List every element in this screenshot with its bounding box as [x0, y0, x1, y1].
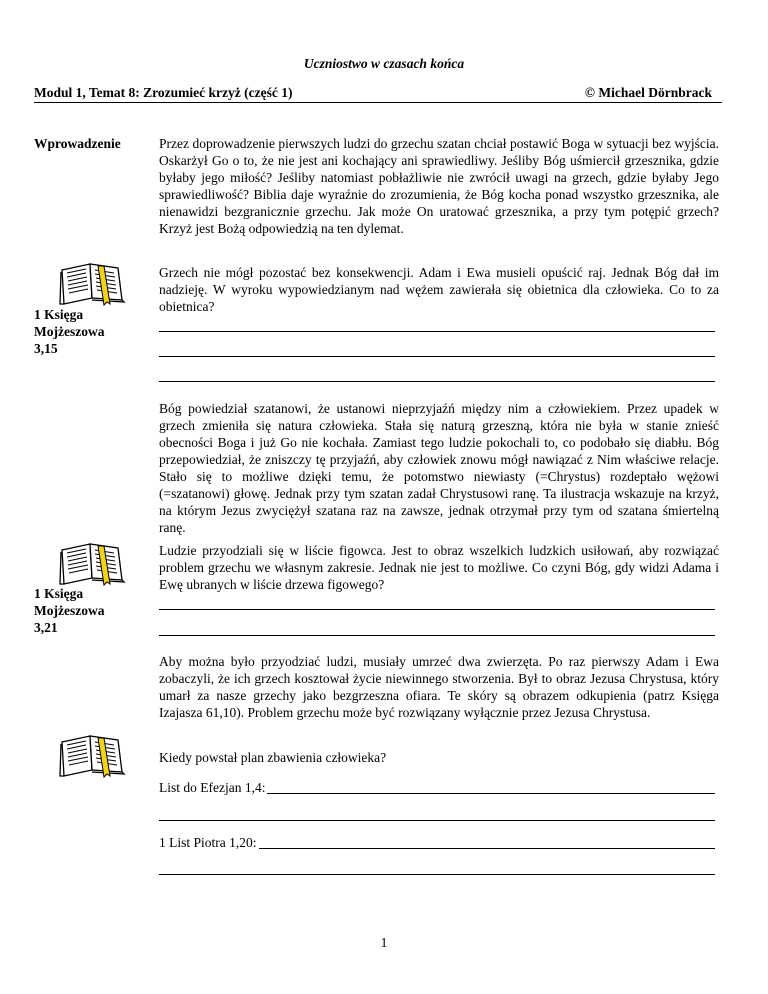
- intro-text: [159, 135, 719, 237]
- question-2: Ludzie przyodziali się w liście figowca. Jest to obraz wszelkich ludzkich usiłowań, aby rozwiązać problem grzechu we własnym zakresie. Jednak nie jest to możliwe. Co czyni Bóg, gdy widzi Adama i Ewę ubranych w liście drzewa figowego?: [159, 543, 719, 592]
- answer-line[interactable]: [159, 381, 715, 382]
- fill-row-piotr[interactable]: [159, 834, 715, 851]
- question-3: Kiedy powstał plan zbawienia człowieka?: [159, 750, 387, 765]
- answer-line[interactable]: [159, 356, 715, 357]
- fill-label-piotr: 1 List Piotra 1,20:: [159, 835, 257, 850]
- answer-line[interactable]: [159, 635, 715, 636]
- question-1: Grzech nie mógł pozostać bez konsekwencji. Adam i Ewa musieli opuścić raj. Jednak Bóg dał im nadzieję. W wyroku wypowiedzianym nad wężem zawierała się obietnica dla człowieka. Co to za obietnica?: [159, 265, 719, 314]
- open-book-icon: [58, 258, 126, 306]
- answer-line[interactable]: [159, 609, 715, 610]
- explanation-1: Bóg powiedział szatanowi, że ustanowi nieprzyjaźń między nim a człowiekiem. Przez upadek w grzech zmieniła się natura człowieka. Stała się naturą grzeszną, która nie była w stanie znieść obecności Boga i już Go nie kochała. Zamiast tego ludzie pokochali to, co podobało się diabłu. Bóg przepowiedział, że zniszczy tę przyjaźń, aby człowiek znowu mógł nawiązać z Nim właściwe relacje. Stało się to możliwe dzięki temu, że potomstwo niewiasty (=Chrystus) rozdeptało wężowi (=szatanowi) głowę. Jednak przy tym szatan zadał Chrystusowi ranę. Ta ilustracja wskazuje na krzyż, na którym Jezus zwyciężył szatana raz na zawsze, jednak otrzymał przy tym od szatana śmiertelną ranę.: [159, 401, 719, 535]
- reference-label-1: 1 Księga Mojżeszowa 3,15: [34, 307, 105, 356]
- open-book-icon: [58, 730, 126, 778]
- open-book-icon: [58, 538, 126, 586]
- page-number: 1: [380, 935, 388, 950]
- reference-label-2: 1 Księga Mojżeszowa 3,21: [34, 586, 105, 635]
- answer-line[interactable]: [159, 820, 715, 821]
- fill-label-efezjan: List do Efezjan 1,4:: [159, 780, 266, 795]
- module-heading: Modul 1, Temat 8: Zrozumieć krzyż (część 1): [34, 85, 293, 100]
- answer-line[interactable]: [159, 331, 715, 332]
- answer-line[interactable]: [159, 874, 715, 875]
- header-divider: [34, 102, 722, 103]
- intro-paragraph: Przez doprowadzenie pierwszych ludzi do grzechu szatan chciał postawić Boga w sytuacji bez wyjścia. Oskarżył Go o to, że nie jest ani kochający ani sprawiedliwy. Jeśliby Bóg uśmiercił grzesznika, gdzie byłaby jego miłość? Jeśliby natomiast pobłażliwie nie zwrócił uwagi na grzech, gdzie byłaby Jego sprawiedliwość? Biblia daje wyraźnie do zrozumienia, że Bóg kocha ponad wszystko grzesznika, ale nienawidzi bezgranicznie grzechu. Jak może On uratować grzesznika, a przy tym potępić grzech? Krzyż jest Bożą odpowiedzią na ten dylemat.: [159, 136, 719, 236]
- explanation-2: Aby można było przyodziać ludzi, musiały umrzeć dwa zwierzęta. Po raz pierwszy Adam i Ewa zobaczyli, że ich grzech kosztował życie niewinnego stworzenia. Był to obraz Jezusa Chrystusa, który umarł za nasze grzechy jako bezgrzeszna ofiara. Te skóry są obrazem odkupienia (patrz Księga Izajasza 61,10). Problem grzechu może być rozwiązany wyłącznie przez Jezusa Chrystusa.: [159, 654, 719, 720]
- header-row: [34, 85, 722, 103]
- author-credit: © Michael Dörnbrack: [584, 85, 712, 100]
- intro-label: Wprowadzenie: [34, 136, 121, 151]
- document-title: Uczniostwo w czasach końca: [303, 56, 465, 71]
- fill-row-efezjan[interactable]: [159, 779, 715, 796]
